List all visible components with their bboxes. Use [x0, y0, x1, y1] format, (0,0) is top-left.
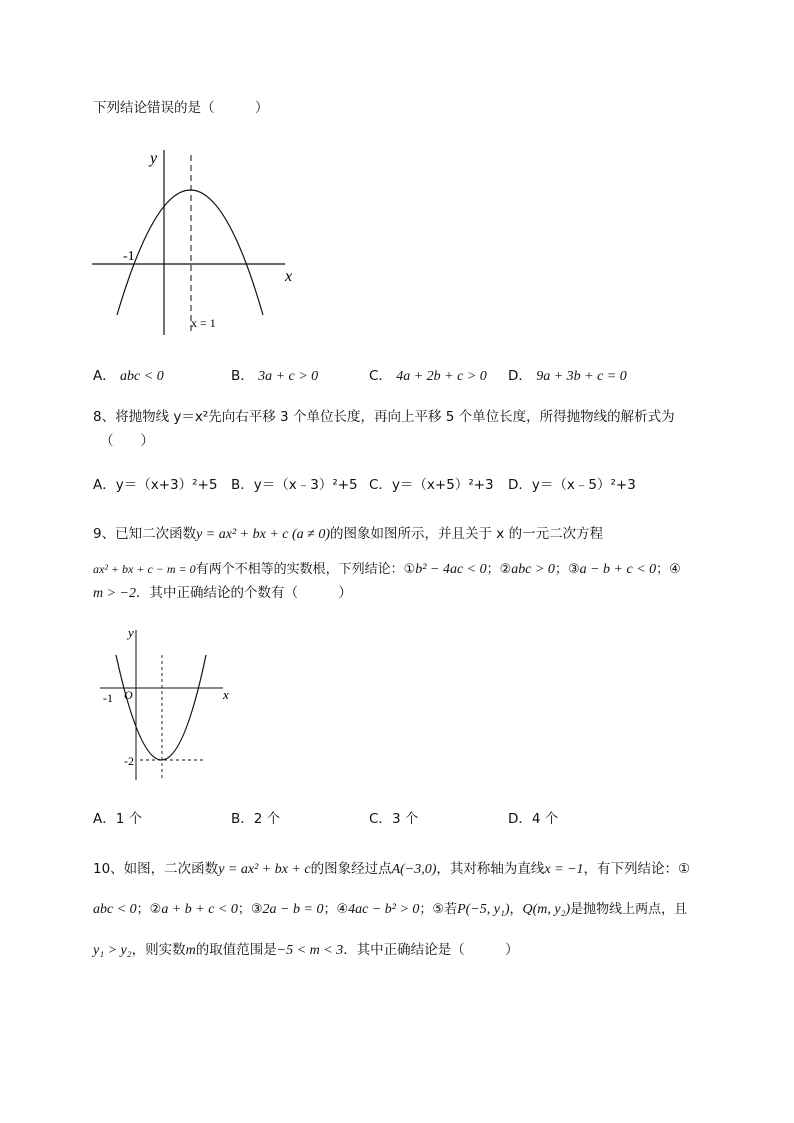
- q8-option-a[interactable]: [93, 475, 217, 495]
- q9-line2-cond2: abc > 0: [511, 562, 555, 577]
- q9-line2-cond3: a − b + c < 0: [579, 562, 657, 577]
- q9-parabola: [116, 655, 206, 760]
- q9-tick-neg1: -1: [103, 691, 113, 705]
- q10-line3-cond: y₁ > y₂: [93, 943, 132, 958]
- q10-line3-range: −5 < m < 3: [276, 943, 344, 958]
- q9-origin-label: O: [124, 688, 133, 702]
- q7-y-label: y: [150, 150, 158, 167]
- q8-option-c-expr: y＝（x+5）²+3: [391, 477, 494, 493]
- q10-line2-text-j: ，: [509, 902, 523, 917]
- q9-option-c-letter: C．: [369, 811, 392, 827]
- q10-line1-point-a: A(−3,0): [391, 862, 437, 877]
- q10-line1-formula: y = ax² + bx + c: [218, 862, 311, 877]
- q8-option-a-letter: A．: [93, 477, 116, 493]
- q7-axis-label: x = 1: [191, 316, 216, 330]
- q8-option-b[interactable]: [231, 475, 358, 495]
- q10-line2-text-d: ；③: [237, 902, 263, 917]
- q10-line2-point-q: Q(m, y₂): [522, 902, 571, 917]
- q9-line3-cond4: m > −2: [93, 586, 137, 601]
- q7-tick-neg1: -1: [123, 249, 135, 264]
- q10-line2-cond2: a + b + c < 0: [161, 902, 238, 917]
- q9-option-b-letter: B．: [231, 811, 254, 827]
- q8-option-d-expr: y＝（x﹣5）²+3: [531, 477, 636, 493]
- q10-line1-text-a: 10、如图，二次函数: [93, 861, 219, 877]
- q9-stem-line3: [93, 583, 352, 604]
- q9-line1-text-c: 的图象如图所示，并且关于 x 的一元二次方程: [330, 526, 604, 542]
- q8-option-c[interactable]: [369, 475, 494, 495]
- q9-option-b[interactable]: [231, 809, 280, 829]
- q7-option-d-letter: D．: [508, 368, 532, 384]
- q8-option-b-expr: y＝（x﹣3）²+5: [253, 477, 358, 493]
- q7-option-b-expr: 3a + c > 0: [258, 369, 319, 384]
- q9-option-a-text: 1 个: [115, 811, 143, 827]
- q7-graph: [90, 145, 310, 345]
- q10-line3-var-m: m: [185, 943, 196, 958]
- q7-option-c[interactable]: [369, 366, 487, 387]
- q10-line1-text-c: 的图象经过点: [310, 861, 392, 877]
- q7-option-a[interactable]: [93, 366, 164, 387]
- q9-line2-text-f: ；③: [554, 562, 580, 577]
- q7-option-d[interactable]: [508, 366, 627, 387]
- q9-x-label: x: [223, 687, 229, 702]
- q9-option-d-letter: D．: [508, 811, 532, 827]
- q9-option-c[interactable]: [369, 809, 418, 829]
- q8-option-b-letter: B．: [231, 477, 254, 493]
- q7-option-d-expr: 9a + 3b + c = 0: [536, 369, 627, 384]
- q7-option-c-letter: C．: [369, 368, 392, 384]
- q7-parabola: [117, 190, 263, 315]
- q10-line2-text-b: ；②: [136, 902, 162, 917]
- q7-option-a-letter: A．: [93, 368, 116, 384]
- q9-option-c-text: 3 个: [391, 811, 419, 827]
- q9-y-label: y: [128, 625, 134, 640]
- q10-line2-cond3: 2a − b = 0: [262, 902, 324, 917]
- q7-option-c-expr: 4a + 2b + c > 0: [396, 369, 487, 384]
- q8-stem-line2: （ ）: [100, 433, 154, 449]
- q10-line2-cond1: abc < 0: [93, 902, 137, 917]
- q10-line2-text-h: ；⑤若: [419, 902, 458, 917]
- q9-tick-neg2: -2: [124, 754, 134, 768]
- q10-stem-line3: [93, 940, 519, 961]
- q7-option-a-expr: abc < 0: [120, 369, 164, 384]
- q7-option-b-letter: B．: [231, 368, 254, 384]
- q10-line2-point-p: P(−5, y₁): [457, 902, 510, 917]
- q9-line3-text-b: ．其中正确结论的个数有（ ）: [136, 585, 353, 601]
- q10-line1-text-g: ，有下列结论：①: [583, 861, 691, 877]
- q8-option-d[interactable]: [508, 475, 636, 495]
- q9-line2-text-h: ；④: [656, 562, 681, 577]
- q10-line1-axis: x = −1: [544, 862, 584, 877]
- q10-line2-cond4: 4ac − b² > 0: [348, 902, 420, 917]
- q10-stem-line2: [93, 900, 687, 920]
- q9-option-a[interactable]: [93, 809, 142, 829]
- q7-option-b[interactable]: [231, 366, 318, 387]
- q9-line1-text-a: 9、已知二次函数: [93, 526, 197, 542]
- q9-stem-line2: [93, 559, 681, 580]
- q10-line3-text-b: ，则实数: [131, 942, 186, 958]
- q10-stem-line1: [93, 859, 690, 880]
- q7-stem: 下列结论错误的是（ ）: [93, 100, 269, 116]
- q9-line2-cond1: b² − 4ac < 0: [415, 562, 487, 577]
- q8-option-c-letter: C．: [369, 477, 392, 493]
- q9-line2-equation: ax² + bx + c − m = 0: [93, 562, 196, 576]
- q9-option-a-letter: A．: [93, 811, 116, 827]
- q9-stem-line1: [93, 524, 603, 545]
- q9-option-d[interactable]: [508, 809, 558, 829]
- q9-line2-text-d: ；②: [486, 562, 512, 577]
- q8-stem-line1: 8、将抛物线 y＝x²先向右平移 3 个单位长度，再向上平移 5 个单位长度，所得抛物线的解析式为: [93, 409, 675, 425]
- q10-line3-text-f: ．其中正确结论是（ ）: [343, 942, 519, 958]
- q8-option-d-letter: D．: [508, 477, 532, 493]
- q9-line2-text-b: 有两个不相等的实数根，下列结论：①: [195, 562, 416, 577]
- q8-option-a-expr: y＝（x+3）²+5: [115, 477, 218, 493]
- q10-line2-text-l: 是抛物线上两点，且: [570, 902, 688, 917]
- q9-option-b-text: 2 个: [253, 811, 281, 827]
- q10-line1-text-e: ，其对称轴为直线: [436, 861, 545, 877]
- q9-graph: [95, 625, 245, 785]
- q10-line2-text-f: ；④: [323, 902, 349, 917]
- q7-x-label: x: [285, 268, 293, 285]
- q9-option-d-text: 4 个: [531, 811, 559, 827]
- q10-line3-text-d: 的取值范围是: [195, 942, 277, 958]
- q9-line1-formula: y = ax² + bx + c (a ≠ 0): [196, 527, 330, 542]
